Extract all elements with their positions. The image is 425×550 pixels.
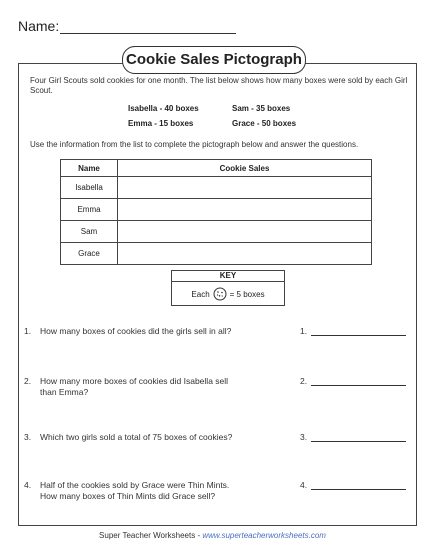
row-sales-cell[interactable] bbox=[118, 221, 372, 243]
worksheet-title: Cookie Sales Pictograph bbox=[122, 46, 306, 74]
answer-3[interactable] bbox=[300, 432, 406, 442]
answer-line[interactable] bbox=[311, 376, 406, 386]
table-row bbox=[61, 221, 372, 243]
row-name: Emma bbox=[61, 199, 118, 221]
question-number: 1. bbox=[24, 326, 32, 336]
table-row bbox=[61, 199, 372, 221]
question-text-cont: How many boxes of Thin Mints did Grace sell? bbox=[40, 491, 216, 501]
sales-item-sam: Sam - 35 boxes bbox=[232, 104, 291, 113]
question-text: Which two girls sold a total of 75 boxes of cookies? bbox=[40, 432, 233, 442]
question-text-cont: than Emma? bbox=[40, 387, 89, 397]
question-text: Half of the cookies sold by Grace were Thin Mints. bbox=[40, 480, 230, 490]
intro-text: Four Girl Scouts sold cookies for one month. The list below shows how many boxes were sold by each Girl Scout. bbox=[30, 76, 408, 95]
key-value-label: = 5 boxes bbox=[229, 289, 265, 299]
row-sales-cell[interactable] bbox=[118, 243, 372, 265]
pictograph-key bbox=[171, 270, 285, 306]
question-3 bbox=[24, 432, 294, 443]
header-name: Name bbox=[61, 160, 118, 177]
footer-link[interactable]: www.superteacherworksheets.com bbox=[202, 531, 326, 540]
name-label: Name: bbox=[18, 18, 60, 34]
question-number: 3. bbox=[24, 432, 32, 442]
answer-number: 3. bbox=[300, 432, 308, 442]
sales-item-grace: Grace - 50 boxes bbox=[232, 119, 297, 128]
footer bbox=[0, 531, 425, 540]
answer-number: 4. bbox=[300, 480, 308, 490]
key-each-label: Each bbox=[191, 289, 210, 299]
table-row bbox=[61, 243, 372, 265]
answer-line[interactable] bbox=[311, 480, 406, 490]
question-number: 2. bbox=[24, 376, 32, 386]
row-name: Isabella bbox=[61, 177, 118, 199]
question-4 bbox=[24, 480, 294, 502]
answer-number: 1. bbox=[300, 326, 308, 336]
key-row bbox=[172, 282, 284, 306]
answer-2[interactable] bbox=[300, 376, 406, 386]
table-header-row bbox=[61, 160, 372, 177]
question-text: How many boxes of cookies did the girls sell in all? bbox=[40, 326, 232, 336]
name-input-line[interactable] bbox=[60, 33, 236, 34]
question-text: How many more boxes of cookies did Isabella sell bbox=[40, 376, 229, 386]
answer-4[interactable] bbox=[300, 480, 406, 490]
question-2 bbox=[24, 376, 294, 398]
header-cookie-sales: Cookie Sales bbox=[118, 160, 372, 177]
footer-text: Super Teacher Worksheets - bbox=[99, 531, 203, 540]
answer-line[interactable] bbox=[311, 432, 406, 442]
table-row bbox=[61, 177, 372, 199]
row-name: Grace bbox=[61, 243, 118, 265]
answer-line[interactable] bbox=[311, 326, 406, 336]
pictograph-table bbox=[60, 159, 372, 265]
row-sales-cell[interactable] bbox=[118, 177, 372, 199]
question-1 bbox=[24, 326, 294, 337]
answer-number: 2. bbox=[300, 376, 308, 386]
answer-1[interactable] bbox=[300, 326, 406, 336]
instruction-text: Use the information from the list to complete the pictograph below and answer the questions. bbox=[30, 140, 359, 149]
key-title: KEY bbox=[172, 271, 284, 282]
cookie-icon bbox=[213, 287, 227, 301]
row-sales-cell[interactable] bbox=[118, 199, 372, 221]
sales-item-emma: Emma - 15 boxes bbox=[128, 119, 194, 128]
sales-item-isabella: Isabella - 40 boxes bbox=[128, 104, 199, 113]
question-number: 4. bbox=[24, 480, 32, 490]
row-name: Sam bbox=[61, 221, 118, 243]
